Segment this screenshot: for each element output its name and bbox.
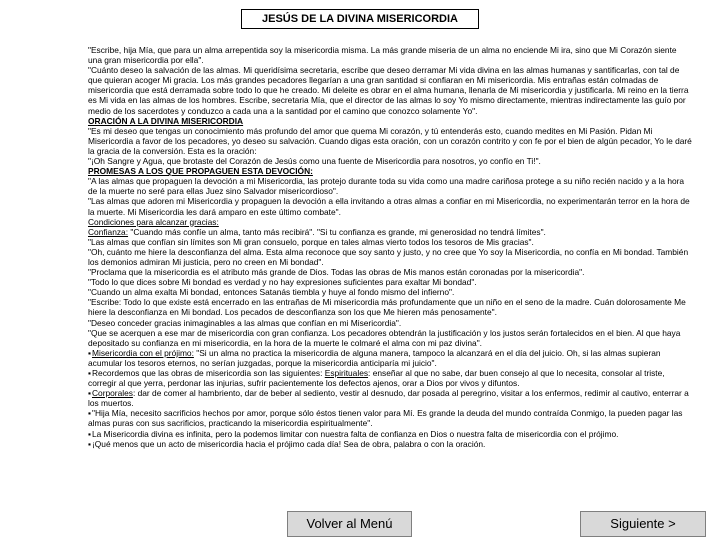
confianza-label: Confianza: (88, 226, 129, 237)
back-to-menu-button[interactable]: Volver al Menú (287, 511, 412, 537)
paragraph: "Cuánto deseo la salvación de las almas. Mi queridísima secretaria, escribe que deseo derramar Mi vida divina en las almas humanas y santificarlas, con tal de que quieran acoger Mi gracia. Los más grandes pecadores llegarían a una gran santidad si confiaran en Mi misericordia. Mis entrañas están colmadas de misericordia que está derramada sobre todo lo que he creado. Mi deleite es obrar en el alma humana, llenarla de Mi misericordia y justificarla. Mi reino en la tierra es Mi vida en las almas de los hombres. Escribe, secretaria Mía, que el director de las almas lo soy Yo mismo directamente, mientras indirectamente las guío por medio de los sacerdotes y conduzco a cada una a la santidad por el camino que conozco solamente Yo". (88, 65, 689, 116)
bullet-item (88, 368, 692, 388)
bullet-item (88, 388, 692, 408)
corporales-label: Corporales (91, 388, 133, 399)
paragraph: "Escribe, hija Mía, que para un alma arrepentida soy la misericordia misma. La más grande miseria de un alma no enciende Mi ira, sino que Mi Corazón siente una gran misericordia por ella". (88, 45, 677, 66)
paragraph: "Oh, cuánto me hiere la desconfianza del alma. Esta alma reconoce que soy santo y justo, y no cree que Yo soy la Misericordia, no confía en Mi bondad. También los demonios admiran Mi justicia, pero no creen en Mi bondad". (88, 246, 689, 267)
paragraph: "Escribe: Todo lo que existe está encerrado en las entrañas de Mi misericordia más profundamente que un niño en el seno de la madre. Cuán dolorosamente Me hiere la desconfianza en Mi bondad. Los pecados de desconfianza son los que Me hieren más penosamente". (88, 297, 686, 318)
paragraph-text: : dar de comer al hambriento, dar de beber al sediento, vestir al desnudo, dar posada al peregrino, visitar a los enfermos, redimir al cautivo, enterrar a los muertos. (88, 388, 689, 409)
espirituales-label: Espirituales (324, 368, 369, 378)
bullet-item (88, 348, 692, 368)
next-button[interactable]: Siguiente > (580, 511, 706, 537)
prayer-text: "¡Oh Sangre y Agua, que brotaste del Corazón de Jesús como una fuente de Misericordia para nosotros, yo confío en Ti!". (88, 156, 541, 167)
paragraph-text: "Si un alma no practica la misericordia de alguna manera, tampoco la alcanzará en el día del juicio. Oh, si las almas supieran acumular los tesoros eternos, no serían juzgadas, porque la misericordia anticiparía mi juicio". (88, 347, 661, 368)
page-title: JESÚS DE LA DIVINA MISERICORDIA (241, 9, 479, 29)
paragraph-text: : enseñar al que no sabe, dar buen consejo al que lo necesita, consolar al triste, corregir al que yerra, perdonar las injurias, sufrir pacientemente los defectos ajenos, orar a Dios por vivos y difuntos. (88, 368, 665, 389)
section-heading-oracion: ORACIÓN A LA DIVINA MISERICORDIA (88, 115, 244, 126)
paragraph-text: Recordemos que las obras de misericordia son las siguientes: (91, 368, 325, 378)
paragraph: "Proclama que la misericordia es el atributo más grande de Dios. Todas las obras de Mis manos están coronadas por la misericordia". (88, 267, 585, 278)
section-heading-condiciones: Condiciones para alcanzar gracias: (88, 216, 219, 227)
bullet-item: ▪ "Hija Mía, necesito sacrificios hechos por amor, porque sólo éstos tienen valor para Mí. Es grande la deuda del mundo contraída Conmigo, la pueden pagar las almas puras con sus sacrificios, practicando la misericordia espiritualmente". (88, 408, 692, 428)
misericordia-label: Misericordia con el prójimo: (91, 347, 194, 358)
paragraph: "Las almas que adoren mi Misericordia y propaguen la devoción a ella invitando a otras almas a confiar en mi Misericordia, no experimentarán terror en la hora de la muerte. Mi Misericordia les dará amparo en este último combate". (88, 196, 690, 217)
bullet-item: ▪ ¡Qué menos que un acto de misericordia hacia el prójimo cada día! Sea de obra, palabra o con la oración. (88, 439, 692, 449)
paragraph (88, 227, 692, 237)
paragraph-text: "Cuando más confíe un alma, tanto más recibirá". "Si tu confianza es grande, mi generosidad no tendrá límites". (128, 226, 546, 237)
paragraph: "Las almas que confían sin límites son Mi gran consuelo, porque en tales almas vierto todos los tesoros de Mis gracias". (88, 236, 534, 247)
paragraph: "Es mi deseo que tengas un conocimiento más profundo del amor que quema Mi corazón, y tú entenderás esto, cuando medites en Mi Pasión. Pidan Mi Misericordia a favor de los pecadores, yo deseo su salvación. Cuando digas esta oración, con un corazón contrito y con fe por el bien de algún pecador, Yo le daré la gracia de la conversión. Esta es la oración: (88, 125, 692, 156)
paragraph: "Que se acerquen a ese mar de misericordia con gran confianza. Los pecadores obtendrán la justificación y los justos serán fortalecidos en el bien. Al que haya depositado su confianza en mi misericordia, en la hora de la muerte le colmaré el alma con mi paz divina". (88, 327, 681, 348)
section-heading-promesas: PROMESAS A LOS QUE PROPAGUEN ESTA DEVOCIÓN: (88, 166, 313, 177)
bullet-item: ▪ La Misericordia divina es infinita, pero la podemos limitar con nuestra falta de confianza en Dios o nuestra falta de misericordia con el prójimo. (88, 429, 692, 439)
paragraph: "A las almas que propaguen la devoción a mi Misericordia, las protejo durante toda su vida como una madre cariñosa protege a su niño recién nacido y a la hora de la muerte no seré para ellas Juez sino Salvador misericordioso". (88, 176, 685, 197)
document-body (88, 45, 692, 449)
paragraph: "Todo lo que dices sobre Mi bondad es verdad y no hay expresiones suficientes para exaltar Mi bondad". (88, 277, 477, 288)
paragraph: "Deseo conceder gracias inimaginables a las almas que confían en mi Misericordia". (88, 317, 402, 328)
paragraph: "Cuando un alma exalta Mi bondad, entonces Satanás tiembla y huye al fondo mismo del infierno". (88, 287, 455, 298)
